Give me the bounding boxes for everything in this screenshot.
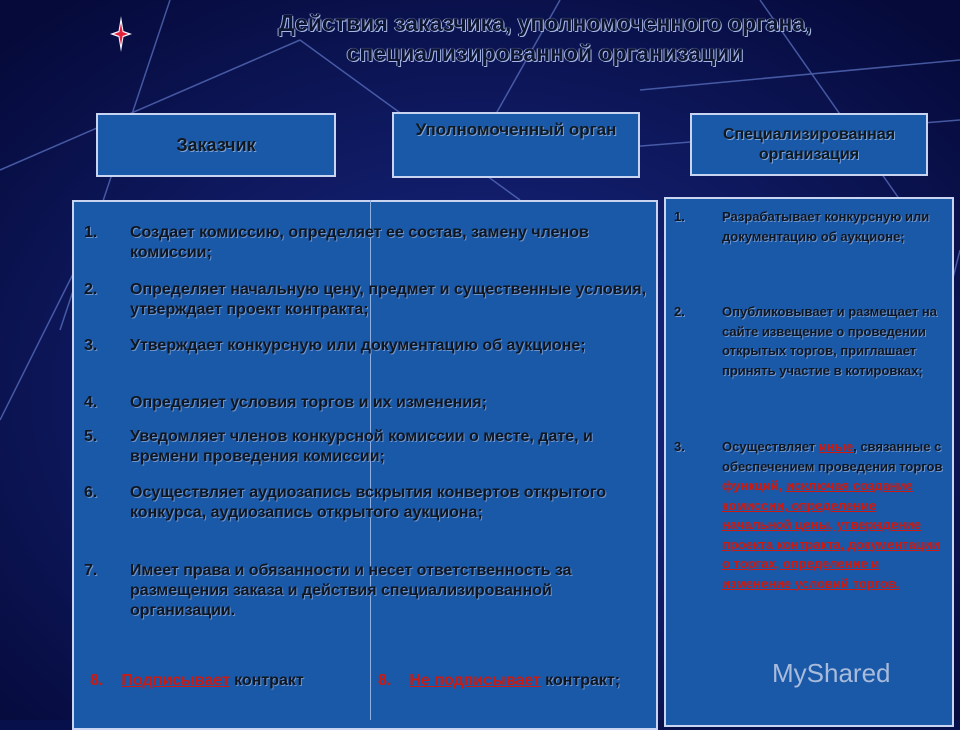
text-part: Осуществляет xyxy=(722,439,819,454)
sign-number: 8. xyxy=(90,672,104,689)
sign-rest: контракт xyxy=(229,672,304,689)
page-title xyxy=(150,8,940,68)
list-item-text: Опубликовывает и размещает на сайте извещение о проведении открытых торгов, приглашает принять участие в котировках; xyxy=(722,304,938,378)
list-item-number: 1. xyxy=(84,224,98,241)
sign-contract-customer xyxy=(90,672,304,690)
text-highlight: функций, xyxy=(722,478,783,493)
header-specialized-organization xyxy=(690,113,928,176)
list-item-text: Уведомляет членов конкурсной комиссии о месте, дате, и времени проведения комиссии; xyxy=(130,428,593,465)
header-authority-label: Уполномоченный орган xyxy=(415,120,617,139)
list-item-text xyxy=(722,437,944,593)
list-item-number: 7. xyxy=(84,562,98,579)
list-item-text: Создает комиссию, определяет ее состав, замену членов комиссии; xyxy=(130,224,589,261)
text-part: , связанные с обеспечением проведения торгов xyxy=(722,439,943,474)
watermark-text: MyShared xyxy=(772,658,891,688)
list-item-number: 2. xyxy=(84,281,98,298)
list-item-number: 3. xyxy=(674,439,685,454)
sign-verb: Подписывает xyxy=(121,672,230,689)
list-item-text: Определяет начальную цену, предмет и существенные условия, утверждает проект контракта; xyxy=(130,281,647,318)
list-item-text: Определяет условия торгов и их изменения; xyxy=(130,394,487,411)
header-specorg-label: Специализированная организация xyxy=(722,125,896,163)
sign-verb: Не подписывает xyxy=(409,672,541,689)
sign-number: 8. xyxy=(378,672,392,689)
list-item-number: 5. xyxy=(84,428,98,445)
header-customer xyxy=(96,113,336,177)
sparkle-star-icon xyxy=(110,16,132,52)
list-item-text: Утверждает конкурсную или документацию об аукционе; xyxy=(130,337,586,354)
list-item-number: 6. xyxy=(84,484,98,501)
watermark-logo xyxy=(772,658,891,689)
list-item-text: Осуществляет аудиозапись вскрытия конвертов открытого конкурса, аудиозапись открытого аукциона; xyxy=(130,484,607,521)
text-highlight: иные xyxy=(818,439,854,454)
list-item-text: Разрабатывает конкурсную или документацию об аукционе; xyxy=(722,209,930,244)
list-item-number: 4. xyxy=(84,394,98,411)
list-item-number: 3. xyxy=(84,337,98,354)
text-highlight: исключая создание комиссии, определение начальной цены, утверждение проекта контракта, документации о торгах, определение и изменение условий торгов. xyxy=(722,478,940,591)
sign-rest: контракт; xyxy=(540,672,621,689)
page-title-line1: Действия заказчика, уполномоченного органа, xyxy=(278,10,812,36)
header-authority xyxy=(392,112,640,178)
list-item-number: 1. xyxy=(674,209,685,224)
page-title-line2: специализированной организации xyxy=(346,40,744,66)
sign-contract-authority xyxy=(378,672,620,690)
header-customer-label: Заказчик xyxy=(176,134,256,155)
list-item-number: 2. xyxy=(674,304,685,319)
list-item-text: Имеет права и обязанности и несет ответственность за размещения заказа и действия специализированной организации. xyxy=(130,562,572,619)
